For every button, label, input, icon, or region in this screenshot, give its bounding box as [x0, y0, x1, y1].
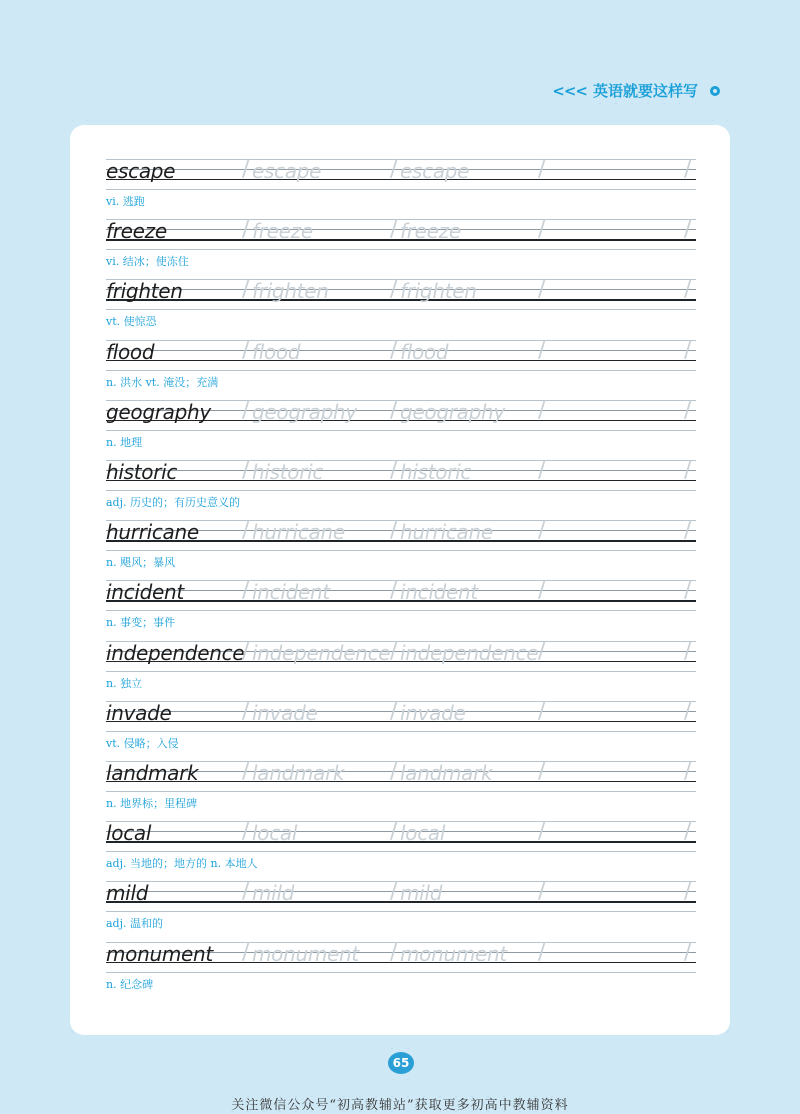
divider-slash: /	[242, 939, 250, 965]
divider-slash: /	[242, 157, 250, 182]
worksheet-card	[70, 125, 730, 1035]
meaning: vt. 使惊恐	[106, 315, 157, 329]
circle-icon	[710, 86, 720, 96]
divider-slash: /	[538, 879, 546, 905]
divider-slash: /	[684, 157, 692, 182]
divider-slash: /	[684, 819, 692, 845]
word-entry	[106, 215, 696, 275]
word: invade	[106, 700, 172, 725]
meaning: n. 纪念碑	[106, 977, 154, 991]
guide-line	[106, 671, 696, 672]
guide-line	[106, 851, 696, 852]
guide-line	[106, 309, 696, 310]
divider-slash: /	[684, 397, 692, 423]
word: mild	[106, 881, 149, 906]
divider-slash: /	[684, 277, 692, 303]
divider-slash: /	[242, 819, 250, 845]
page-number-badge	[388, 1052, 414, 1074]
meaning: vi. 逃跑	[106, 195, 145, 208]
trace-word: hurricane	[252, 520, 345, 545]
word: local	[106, 821, 152, 846]
divider-slash: /	[390, 217, 398, 243]
divider-slash: /	[242, 578, 250, 604]
trace-word: escape	[400, 159, 470, 183]
divider-slash: /	[538, 819, 546, 845]
word-entry	[106, 877, 696, 937]
word-entry	[106, 396, 696, 456]
divider-slash: /	[390, 578, 398, 604]
word: landmark	[106, 761, 199, 785]
meaning: n. 独立	[106, 676, 143, 690]
word-entry	[106, 516, 696, 576]
divider-slash: /	[390, 518, 398, 544]
meaning: n. 事变；事件	[106, 616, 176, 630]
divider-slash: /	[390, 157, 398, 182]
word-entry	[106, 336, 696, 396]
trace-word: monument	[400, 941, 507, 966]
word: historic	[106, 460, 178, 484]
trace-word: mild	[252, 881, 295, 906]
meaning: adj. 温和的	[106, 917, 164, 931]
divider-slash: /	[684, 698, 692, 724]
guide-line	[106, 911, 696, 912]
footer-note: 关注微信公众号“初高教辅站”获取更多初高中教辅资料	[231, 1098, 569, 1113]
word-entry	[106, 817, 696, 877]
meaning: n. 飓风；暴风	[106, 556, 176, 570]
divider-slash: /	[390, 879, 398, 905]
divider-slash: /	[538, 337, 546, 363]
meaning: vi. 结冰；使冻住	[106, 255, 189, 269]
divider-slash: /	[242, 638, 250, 664]
word: geography	[106, 399, 211, 424]
divider-slash: /	[538, 157, 546, 182]
guide-line	[106, 490, 696, 491]
trace-word: incident	[400, 580, 478, 605]
divider-slash: /	[242, 337, 250, 363]
section-header	[552, 80, 720, 101]
divider-slash: /	[390, 277, 398, 303]
guide-line	[106, 370, 696, 371]
divider-slash: /	[538, 939, 546, 965]
divider-slash: /	[390, 638, 398, 664]
trace-word: flood	[252, 339, 301, 364]
meaning: n. 洪水 vt. 淹没；充满	[106, 375, 219, 389]
guide-line	[106, 610, 696, 611]
divider-slash: /	[684, 578, 692, 604]
trace-word: frighten	[252, 279, 329, 304]
word-entry	[106, 757, 696, 817]
divider-slash: /	[538, 458, 546, 483]
trace-word: historic	[252, 460, 324, 484]
divider-slash: /	[538, 578, 546, 604]
divider-slash: /	[390, 939, 398, 965]
divider-slash: /	[242, 518, 250, 544]
guide-line	[106, 249, 696, 250]
divider-slash: /	[538, 397, 546, 423]
word-entry	[106, 275, 696, 335]
trace-word: mild	[400, 881, 443, 906]
guide-line	[106, 189, 696, 190]
guide-line	[106, 972, 696, 973]
trace-word: landmark	[400, 761, 493, 785]
meaning: vt. 侵略；入侵	[106, 736, 179, 750]
trace-word: local	[400, 821, 446, 846]
trace-word: geography	[252, 399, 357, 424]
word-entry	[106, 576, 696, 636]
word: escape	[106, 159, 176, 183]
divider-slash: /	[390, 458, 398, 483]
word-entry	[106, 697, 696, 757]
divider-slash: /	[684, 458, 692, 483]
divider-slash: /	[684, 337, 692, 363]
trace-word: flood	[400, 339, 449, 364]
word: incident	[106, 580, 184, 605]
divider-slash: /	[390, 397, 398, 423]
divider-slash: /	[538, 638, 546, 664]
word: flood	[106, 339, 155, 364]
divider-slash: /	[684, 759, 692, 784]
divider-slash: /	[538, 217, 546, 243]
divider-slash: /	[242, 458, 250, 483]
trace-word: freeze	[252, 219, 313, 244]
divider-slash: /	[684, 939, 692, 965]
guide-line	[106, 430, 696, 431]
page-number: 65	[392, 1056, 410, 1070]
trace-word: invade	[252, 700, 318, 725]
word-entry	[106, 155, 696, 215]
meaning: n. 地理	[106, 435, 143, 449]
meaning: adj. 历史的；有历史意义的	[106, 496, 241, 509]
trace-word: landmark	[252, 761, 345, 785]
divider-slash: /	[538, 277, 546, 303]
word-entry	[106, 637, 696, 697]
trace-word: escape	[252, 159, 322, 183]
divider-slash: /	[684, 879, 692, 905]
divider-slash: /	[242, 698, 250, 724]
trace-word: monument	[252, 941, 359, 966]
trace-word: independence	[400, 640, 539, 665]
divider-slash: /	[390, 698, 398, 724]
word: freeze	[106, 219, 167, 244]
divider-slash: /	[390, 759, 398, 784]
trace-word: geography	[400, 399, 505, 424]
divider-slash: /	[684, 638, 692, 664]
meaning: n. 地界标；里程碑	[106, 797, 198, 810]
divider-slash: /	[684, 518, 692, 544]
chevrons-left-icon: <<<	[552, 81, 587, 100]
divider-slash: /	[242, 217, 250, 243]
trace-word: local	[252, 821, 298, 846]
divider-slash: /	[538, 518, 546, 544]
divider-slash: /	[242, 277, 250, 303]
meaning: adj. 当地的；地方的 n. 本地人	[106, 857, 258, 871]
divider-slash: /	[684, 217, 692, 243]
trace-word: frighten	[400, 279, 477, 304]
word: hurricane	[106, 520, 199, 545]
divider-slash: /	[390, 337, 398, 363]
trace-word: historic	[400, 460, 472, 484]
trace-word: freeze	[400, 219, 461, 244]
divider-slash: /	[538, 759, 546, 784]
divider-slash: /	[390, 819, 398, 845]
divider-slash: /	[242, 879, 250, 905]
trace-word: invade	[400, 700, 466, 725]
divider-slash: /	[242, 397, 250, 423]
divider-slash: /	[538, 698, 546, 724]
divider-slash: /	[242, 759, 250, 784]
word: frighten	[106, 279, 183, 304]
guide-line	[106, 550, 696, 551]
section-title: 英语就要这样写	[592, 82, 698, 100]
word: monument	[106, 941, 213, 966]
trace-word: incident	[252, 580, 330, 605]
guide-line	[106, 731, 696, 732]
trace-word: hurricane	[400, 520, 493, 545]
guide-line	[106, 791, 696, 792]
word-entry	[106, 456, 696, 516]
word: independence	[106, 640, 245, 665]
trace-word: independence	[252, 640, 391, 665]
word-entry	[106, 938, 696, 998]
